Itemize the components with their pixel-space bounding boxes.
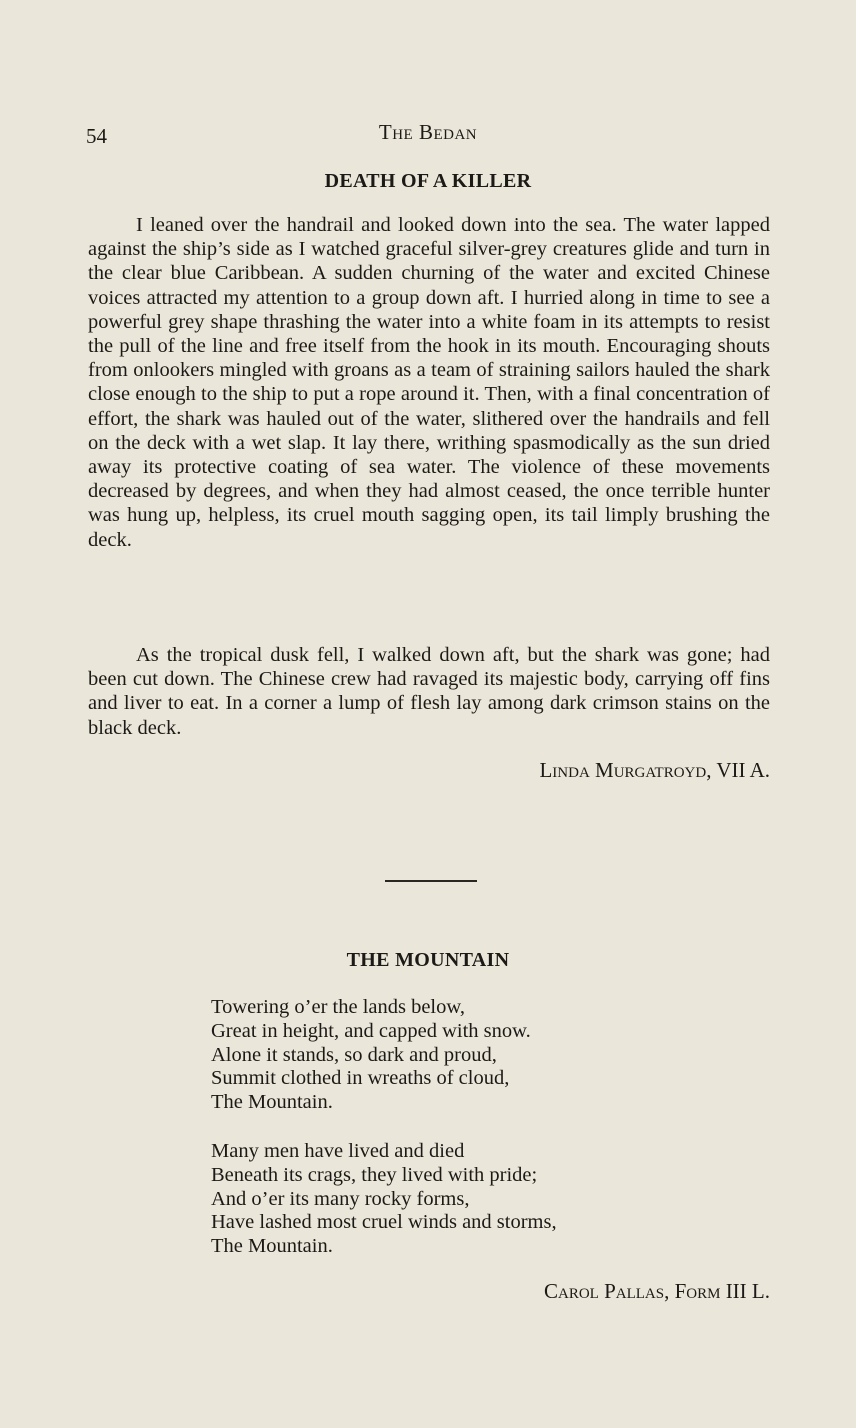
poem-line: Great in height, and capped with snow. bbox=[211, 1019, 531, 1042]
section-divider bbox=[385, 880, 477, 882]
poem-line: Alone it stands, so dark and proud, bbox=[211, 1043, 497, 1066]
running-head: The Bedan bbox=[378, 120, 478, 144]
author-signature: Carol Pallas, Form III L. bbox=[543, 1279, 770, 1303]
poem-line: And o’er its many rocky forms, bbox=[211, 1187, 470, 1210]
poem-line: Beneath its crags, they lived with pride; bbox=[211, 1163, 538, 1186]
author-signature: Linda Murgatroyd, VII A. bbox=[539, 758, 770, 782]
poem-line: The Mountain. bbox=[211, 1091, 333, 1114]
poem-line: Many men have lived and died bbox=[211, 1140, 465, 1162]
poem-line: Towering o’er the lands below, bbox=[211, 996, 465, 1018]
poem-stanza bbox=[211, 1140, 731, 1259]
poem-stanza bbox=[211, 996, 731, 1115]
poem-line: Have lashed most cruel winds and storms, bbox=[211, 1211, 557, 1234]
article-title-death-of-a-killer: DEATH OF A KILLER bbox=[324, 170, 532, 192]
poem-line: The Mountain. bbox=[211, 1235, 333, 1258]
poem-line: Summit clothed in wreaths of cloud, bbox=[211, 1067, 510, 1090]
page-number: 54 bbox=[86, 124, 107, 148]
article-paragraph: I leaned over the handrail and looked down into the sea. The water lapped against the ship’s side as I watched graceful silver-grey creatures glide and turn in the clear blue Caribbean. A sudden churning of the water and excited Chinese voices attracted my attention to a group down aft. I hurried along in time to see a powerful grey shape thrashing the water into a white foam in its attempts to resist the pull of the line and free itself from the hook in its mouth. Encouraging shouts from onlookers mingled with groans as a team of straining sailors hauled the shark close enough to the ship to put a rope around it. Then, with a final concentration of effort, the shark was hauled out of the water, slithered over the handrails and fell on the deck with a wet slap. It lay there, writhing spasmodically as the sun dried away its protective coating of sea water. The violence of these movements decreased by degrees, and when they had almost ceased, the once terrible hunter was hung up, helpless, its cruel mouth sagging open, its tail limply brushing the deck. bbox=[88, 214, 770, 551]
article-paragraph: As the tropical dusk fell, I walked down aft, but the shark was gone; had been cut down. The Chinese crew had ravaged its majestic body, carrying off fins and liver to eat. In a corner a lump of flesh lay among dark crimson stains on the black deck. bbox=[88, 644, 770, 739]
poem-title-the-mountain: THE MOUNTAIN bbox=[346, 949, 510, 971]
